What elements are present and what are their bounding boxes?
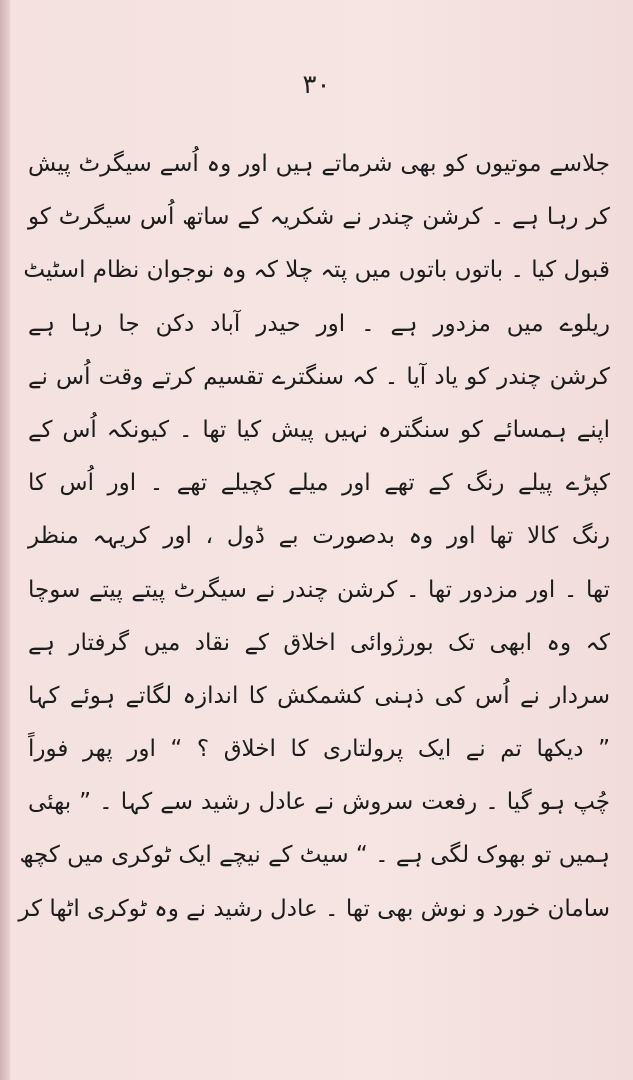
text-line: جلاسے موتیوں کو بھی شرماتے ہیں اور وہ اُسے سیگرٹ پیش — [28, 151, 610, 177]
text-line: سامان خورد و نوش بھی تھا ۔ عادل رشید نے وہ ٹوکری اٹھا کر — [18, 895, 610, 922]
text-line: رنگ کالا تھا اور وہ بدصورت بے ڈول ، اور کریہہ منظر — [28, 523, 610, 550]
text-line: کپڑے پیلے رنگ کے تھے اور میلے کچیلے تھے ۔ اور اُس کا — [28, 470, 610, 497]
text-line: ریلوے میں مزدور ہے ۔ اور حیدر آباد دکن جا رہا ہے — [28, 310, 610, 337]
text-line: ” دیکھا تم نے ایک پرولتاری کا اخلاق ؟ “ اور پھر فوراً — [28, 736, 610, 763]
text-line: قبول کیا ۔ باتوں باتوں میں پتہ چلا کہ وہ نوجوان نظام اسٹیٹ — [23, 257, 610, 284]
urdu-body-text — [18, 138, 610, 936]
text-line: اپنے ہمسائے کو سنگترہ نہیں پیش کیا تھا ۔ کیونکہ اُس کے — [28, 416, 610, 443]
page-number: ۳۰ — [302, 70, 331, 100]
page-spine-shadow — [0, 0, 10, 1080]
text-line: سردار نے اُس کی ذہنی کشمکش کا اندازہ لگاتے ہوئے کہا — [28, 682, 610, 709]
text-line: چُپ ہو گیا ۔ رفعت سروش نے عادل رشید سے کہا ۔ ” بھئی — [28, 789, 610, 816]
text-line: ہمیں تو بھوک لگی ہے ۔ “ سیٹ کے نیچے ایک ٹوکری میں کچھ — [19, 842, 610, 869]
text-line: کہ وہ ابھی تک بورژوائی اخلاق کے نقاد میں گرفتار ہے — [28, 629, 610, 656]
text-line: تھا ۔ اور مزدور تھا ۔ کرشن چندر نے سیگرٹ پیتے پیتے سوچا — [28, 576, 610, 603]
text-line: کر رہا ہے ۔ کرشن چندر نے شکریہ کے ساتھ اُس سیگرٹ کو — [28, 204, 610, 231]
text-line: کرشن چندر کو یاد آیا ۔ کہ سنگترے تقسیم کرتے وقت اُس نے — [28, 363, 610, 390]
